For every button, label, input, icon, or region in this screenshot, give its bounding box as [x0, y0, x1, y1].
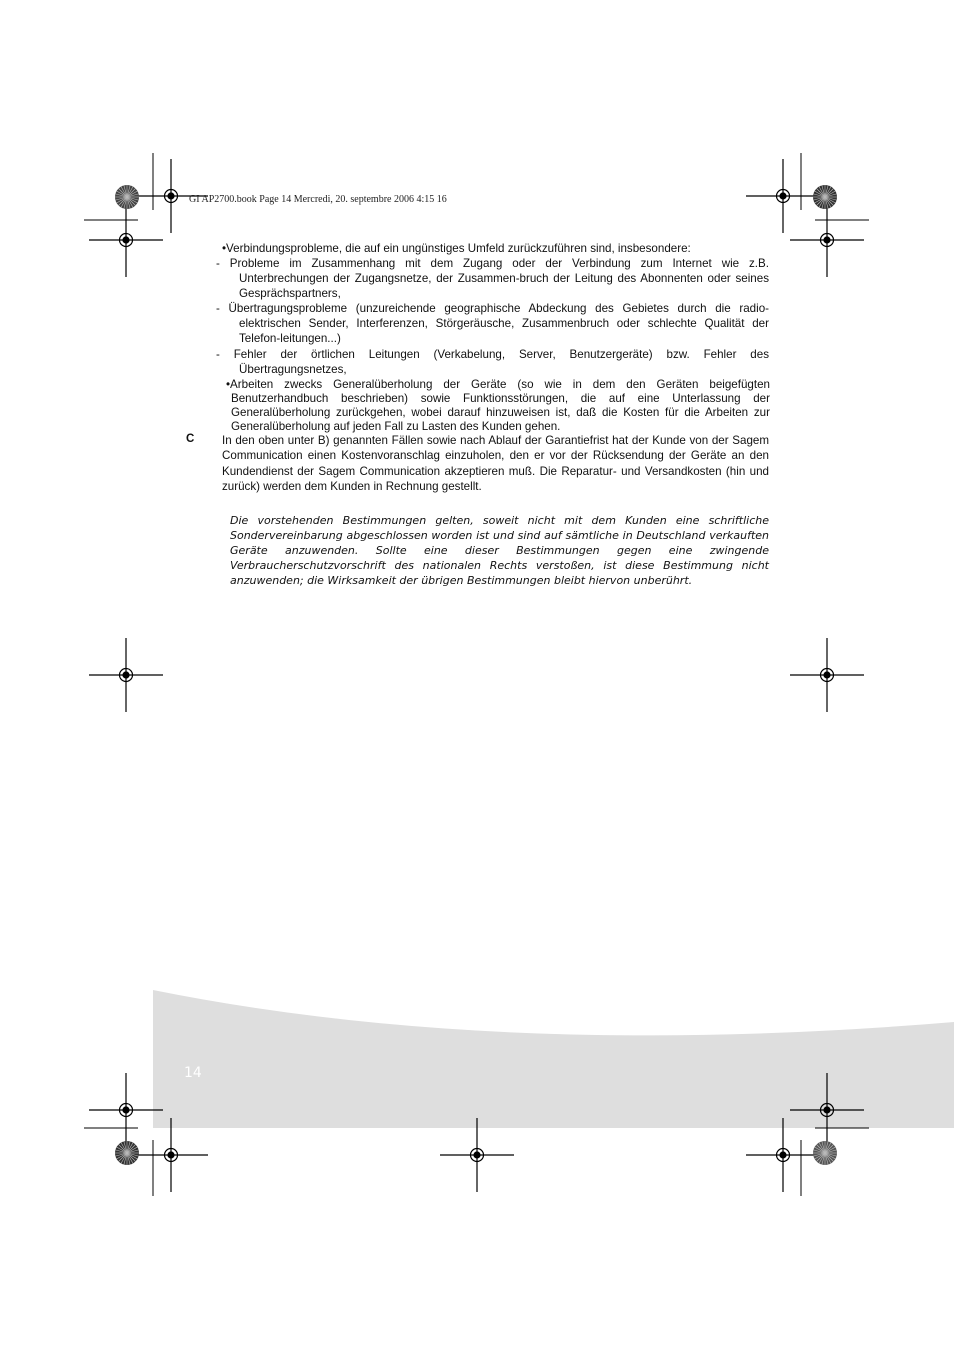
star-target-mark	[115, 1141, 139, 1165]
registration-mark	[89, 1073, 163, 1147]
dash-transmission-problems: - Übertragungsprobleme (unzureichende geographische Abdeckung des Gebietes durch die radio-elektrischen Sender, Interferenzen, Störgeräusche, Zusammenbruch oder schlechte Qualität der Telefon-leitungen...)	[216, 302, 769, 345]
registration-mark	[790, 638, 864, 712]
section-letter-c: C	[186, 433, 195, 445]
registration-mark	[134, 1118, 208, 1192]
dash-access-problems: - Probleme im Zusammenhang mit dem Zugang oder der Verbindung zum Internet wie z.B. Unterbrechungen der Zugangsnetze, der Zusammen-bruch der Leitung des Abonnenten oder seines Gesprächspartners,	[216, 257, 769, 300]
bullet-connection-problems: •Verbindungsprobleme, die auf ein ungünstiges Umfeld zurückzuführen sind, insbesondere:	[222, 242, 691, 255]
star-target-mark	[813, 185, 837, 209]
registration-mark	[89, 203, 163, 277]
book-info-header: GI AP2700.book Page 14 Mercredi, 20. septembre 2006 4:15 16	[189, 194, 447, 205]
registration-mark	[746, 1118, 820, 1192]
footer-band	[153, 990, 954, 1128]
dash-local-line-faults: - Fehler der örtlichen Leitungen (Verkabelung, Server, Benutzergeräte) bzw. Fehler des Übertragungsnetzes,	[216, 348, 769, 376]
star-target-mark	[813, 1141, 837, 1165]
registration-mark	[440, 1118, 514, 1192]
registration-mark	[746, 159, 820, 233]
legal-note: Die vorstehenden Bestimmungen gelten, soweit nicht mit dem Kunden eine schriftliche Sondervereinbarung abgeschlossen worden ist und sind auf sämtliche in Deutschland verkauften Geräte anzuwenden. Sollte eine dieser Bestimmungen gegen eine zwingende Verbraucherschutzvorschrift des nationalen Rechts verstoßen, ist diese Bestimmung nicht anzuwenden; die Wirksamkeit der übrigen Bestimmungen bleibt hiervon unberührt.	[230, 514, 769, 587]
bullet-general-overhaul: •Arbeiten zwecks Generalüberholung der Geräte (so wie in dem den Geräten beigefügten Benutzerhandbuch beschrieben) sowie Funktionsstörungen, die auf eine Unterlassung der Generalüberholung zurückgehen, wobei darauf hinzuweisen ist, daß die Kosten für die Arbeiten zur Generalüberholung auf jeden Fall zu Lasten des Kunden gehen.	[226, 378, 770, 433]
registration-mark	[790, 203, 864, 277]
page-number: 14	[184, 1065, 202, 1081]
star-target-mark	[115, 185, 139, 209]
section-c-paragraph: In den oben unter B) genannten Fällen sowie nach Ablauf der Garantiefrist hat der Kunde von der Sagem Communication einen Kostenvoranschlag einzuholen, den er vor der Rücksendung der Geräte an den Kundendienst der Sagem Communication akzeptieren muß. Die Reparatur- und Versandkosten (hin und zurück) werden dem Kunden in Rechnung gestellt.	[222, 434, 769, 493]
registration-mark	[89, 638, 163, 712]
